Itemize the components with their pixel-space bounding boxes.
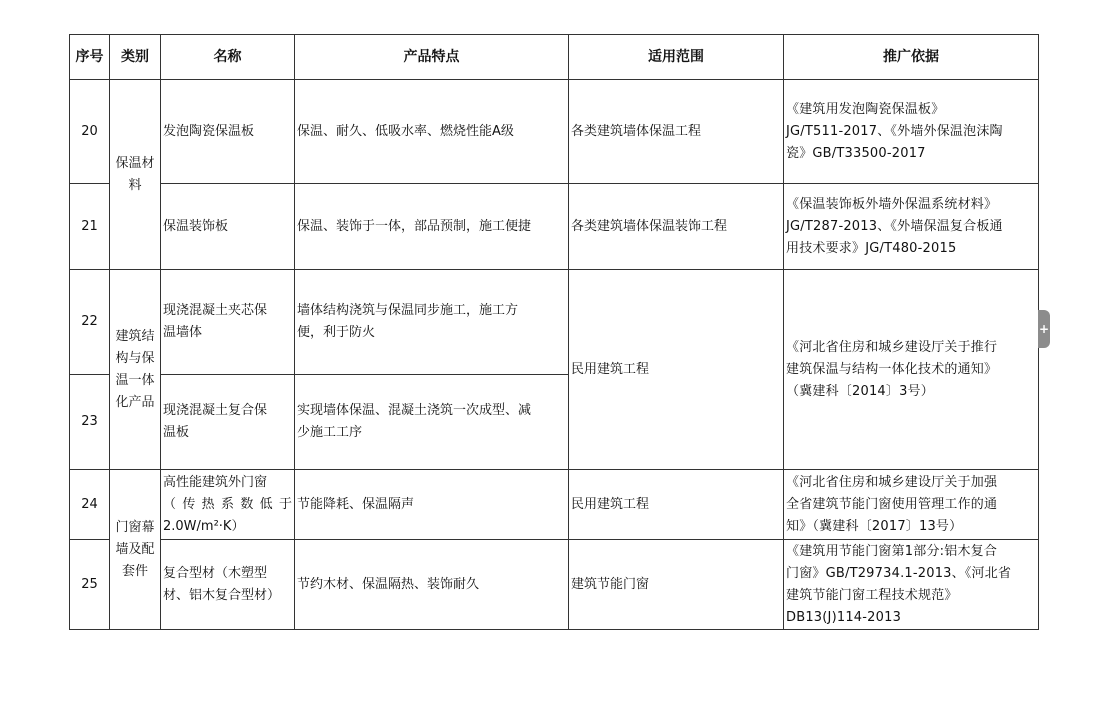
product-basis: [784, 270, 1039, 470]
product-features: [295, 375, 569, 470]
basis-line: 建筑保温与结构一体化技术的通知》: [786, 361, 998, 377]
product-scope: 民用建筑工程: [569, 270, 784, 470]
feature-line: 墙体结构浇筑与保温同步施工，施工方: [297, 303, 519, 318]
basis-line: 知》（冀建科〔2017〕13号）: [786, 518, 963, 534]
table-row: [70, 270, 1039, 375]
product-name: [161, 270, 295, 375]
product-features: 保温、耐久、低吸水率、燃烧性能A级: [295, 80, 569, 184]
name-line: 现浇混凝土夹芯保: [163, 303, 268, 318]
table-row: [70, 80, 1039, 184]
basis-line: 《河北省住房和城乡建设厅关于推行: [786, 339, 998, 355]
row-number: 24: [70, 470, 110, 540]
table-row: [70, 184, 1039, 270]
name-line: 温墙体: [163, 325, 203, 340]
product-name: [161, 375, 295, 470]
header-row: [70, 35, 1039, 80]
product-scope: 各类建筑墙体保温装饰工程: [569, 184, 784, 270]
product-basis: [784, 80, 1039, 184]
row-number: 25: [70, 540, 110, 630]
name-line: 高性能建筑外门窗: [163, 474, 268, 490]
name-line: 材、铝木复合型材）: [163, 587, 281, 603]
feature-line: 实现墙体保温、混凝土浇筑一次成型、减: [297, 403, 532, 418]
feature-line: 便，利于防火: [297, 325, 376, 340]
expand-tab-button[interactable]: +: [1038, 310, 1050, 348]
product-table: [69, 34, 1039, 630]
feature-line: 少施工工序: [297, 425, 363, 440]
product-scope: 各类建筑墙体保温工程: [569, 80, 784, 184]
basis-line: 全省建筑节能门窗使用管理工作的通: [786, 496, 998, 512]
name-line: 现浇混凝土复合保: [163, 403, 268, 418]
product-features: 保温、装饰于一体，部品预制，施工便捷: [295, 184, 569, 270]
basis-line: 《河北省住房和城乡建设厅关于加强: [786, 474, 998, 490]
product-scope: 民用建筑工程: [569, 470, 784, 540]
basis-line: 《建筑用发泡陶瓷保温板》: [786, 101, 945, 117]
product-basis: [784, 184, 1039, 270]
product-name: 发泡陶瓷保温板: [161, 80, 295, 184]
header-name: 名称: [161, 35, 295, 80]
product-features: 节约木材、保温隔热、装饰耐久: [295, 540, 569, 630]
name-line: （传热系数低于: [163, 496, 292, 512]
header-category: 类别: [110, 35, 161, 80]
basis-line: 《保温装饰板外墙外保温系统材料》: [786, 196, 998, 212]
row-number: 21: [70, 184, 110, 270]
row-number: 20: [70, 80, 110, 184]
basis-line: 门窗》GB/T29734.1-2013、《河北省: [786, 565, 1012, 581]
header-features: 产品特点: [295, 35, 569, 80]
header-seq: 序号: [70, 35, 110, 80]
table-row: [70, 540, 1039, 630]
basis-line: JG/T287-2013、《外墙保温复合板通: [786, 218, 1003, 234]
header-scope: 适用范围: [569, 35, 784, 80]
name-line: 复合型材（木塑型: [163, 565, 268, 581]
product-basis: [784, 540, 1039, 630]
name-line: 温板: [163, 425, 190, 440]
row-number: 23: [70, 375, 110, 470]
header-basis: 推广依据: [784, 35, 1039, 80]
category-cell: 门窗幕墙及配套件: [110, 470, 161, 630]
row-number: 22: [70, 270, 110, 375]
product-features: [295, 270, 569, 375]
product-name: [161, 470, 295, 540]
product-name: 保温装饰板: [161, 184, 295, 270]
category-cell: 建筑结构与保温一体化产品: [110, 270, 161, 470]
table-row: [70, 470, 1039, 540]
product-basis: [784, 470, 1039, 540]
product-scope: 建筑节能门窗: [569, 540, 784, 630]
basis-line: 《建筑用节能门窗第1部分:铝木复合: [786, 543, 998, 559]
basis-line: JG/T511-2017、《外墙外保温泡沫陶: [786, 123, 1003, 139]
basis-line: 瓷》GB/T33500-2017: [786, 145, 926, 161]
basis-line: 建筑节能门窗工程技术规范》: [786, 587, 958, 603]
category-cell: 保温材料: [110, 80, 161, 270]
product-name: [161, 540, 295, 630]
basis-line: DB13(J)114-2013: [786, 609, 902, 625]
name-line: 2.0W/m²·K）: [163, 518, 245, 534]
basis-line: （冀建科〔2014〕3号）: [786, 383, 934, 399]
product-features: 节能降耗、保温隔声: [295, 470, 569, 540]
basis-line: 用技术要求》JG/T480-2015: [786, 240, 957, 256]
